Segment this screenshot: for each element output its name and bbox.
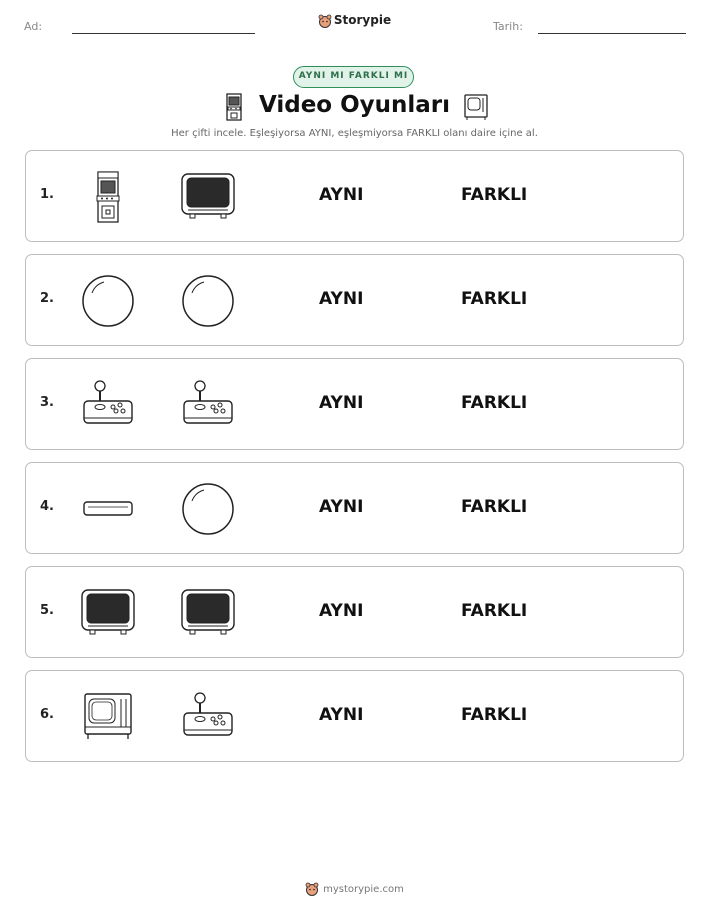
page-title: Video Oyunları [258, 92, 451, 118]
option-same[interactable]: AYNI [319, 289, 364, 309]
row-number: 5. [40, 603, 54, 618]
retro-tv-icon [463, 92, 489, 122]
glass-ball-icon [80, 273, 136, 329]
row-number: 1. [40, 187, 54, 202]
footer-url[interactable]: mystorypie.com [323, 884, 404, 895]
name-label: Ad: [24, 20, 43, 33]
row-number: 4. [40, 499, 54, 514]
option-same[interactable]: AYNI [319, 185, 364, 205]
date-line[interactable] [538, 33, 686, 34]
crt-monitor-icon [180, 169, 236, 225]
activity-badge: AYNI MI FARKLI MI [293, 66, 414, 88]
bar-icon [80, 481, 136, 537]
name-line[interactable] [72, 33, 255, 34]
footer [0, 882, 709, 896]
arcade-cabinet-icon [80, 169, 136, 225]
joystick-icon [80, 377, 136, 433]
crt-monitor-icon [80, 585, 136, 641]
option-different[interactable]: FARKLI [461, 601, 528, 621]
date-label: Tarih: [493, 20, 523, 33]
glass-ball-icon [180, 273, 236, 329]
option-different[interactable]: FARKLI [461, 497, 528, 517]
option-same[interactable]: AYNI [319, 393, 364, 413]
row-number: 6. [40, 707, 54, 722]
option-different[interactable]: FARKLI [461, 289, 528, 309]
glass-ball-icon [180, 481, 236, 537]
option-different[interactable]: FARKLI [461, 393, 528, 413]
instructions: Her çifti incele. Eşleşiyorsa AYNI, eşleşmiyorsa FARKLI olanı daire içine al. [171, 128, 538, 139]
question-row-1 [25, 150, 684, 242]
crt-monitor-icon [180, 585, 236, 641]
option-same[interactable]: AYNI [319, 497, 364, 517]
retro-tv-icon [80, 689, 136, 745]
option-same[interactable]: AYNI [319, 705, 364, 725]
brand-name: Storypie [333, 13, 392, 27]
row-number: 2. [40, 291, 54, 306]
option-different[interactable]: FARKLI [461, 185, 528, 205]
storypie-logo-icon [305, 882, 319, 896]
option-same[interactable]: AYNI [319, 601, 364, 621]
question-row-2 [25, 254, 684, 346]
joystick-icon [180, 689, 236, 745]
question-row-5 [25, 566, 684, 658]
storypie-logo-icon [318, 14, 332, 28]
question-row-3 [25, 358, 684, 450]
option-different[interactable]: FARKLI [461, 705, 528, 725]
row-number: 3. [40, 395, 54, 410]
question-row-4 [25, 462, 684, 554]
question-row-6 [25, 670, 684, 762]
joystick-icon [180, 377, 236, 433]
brand [0, 13, 709, 28]
